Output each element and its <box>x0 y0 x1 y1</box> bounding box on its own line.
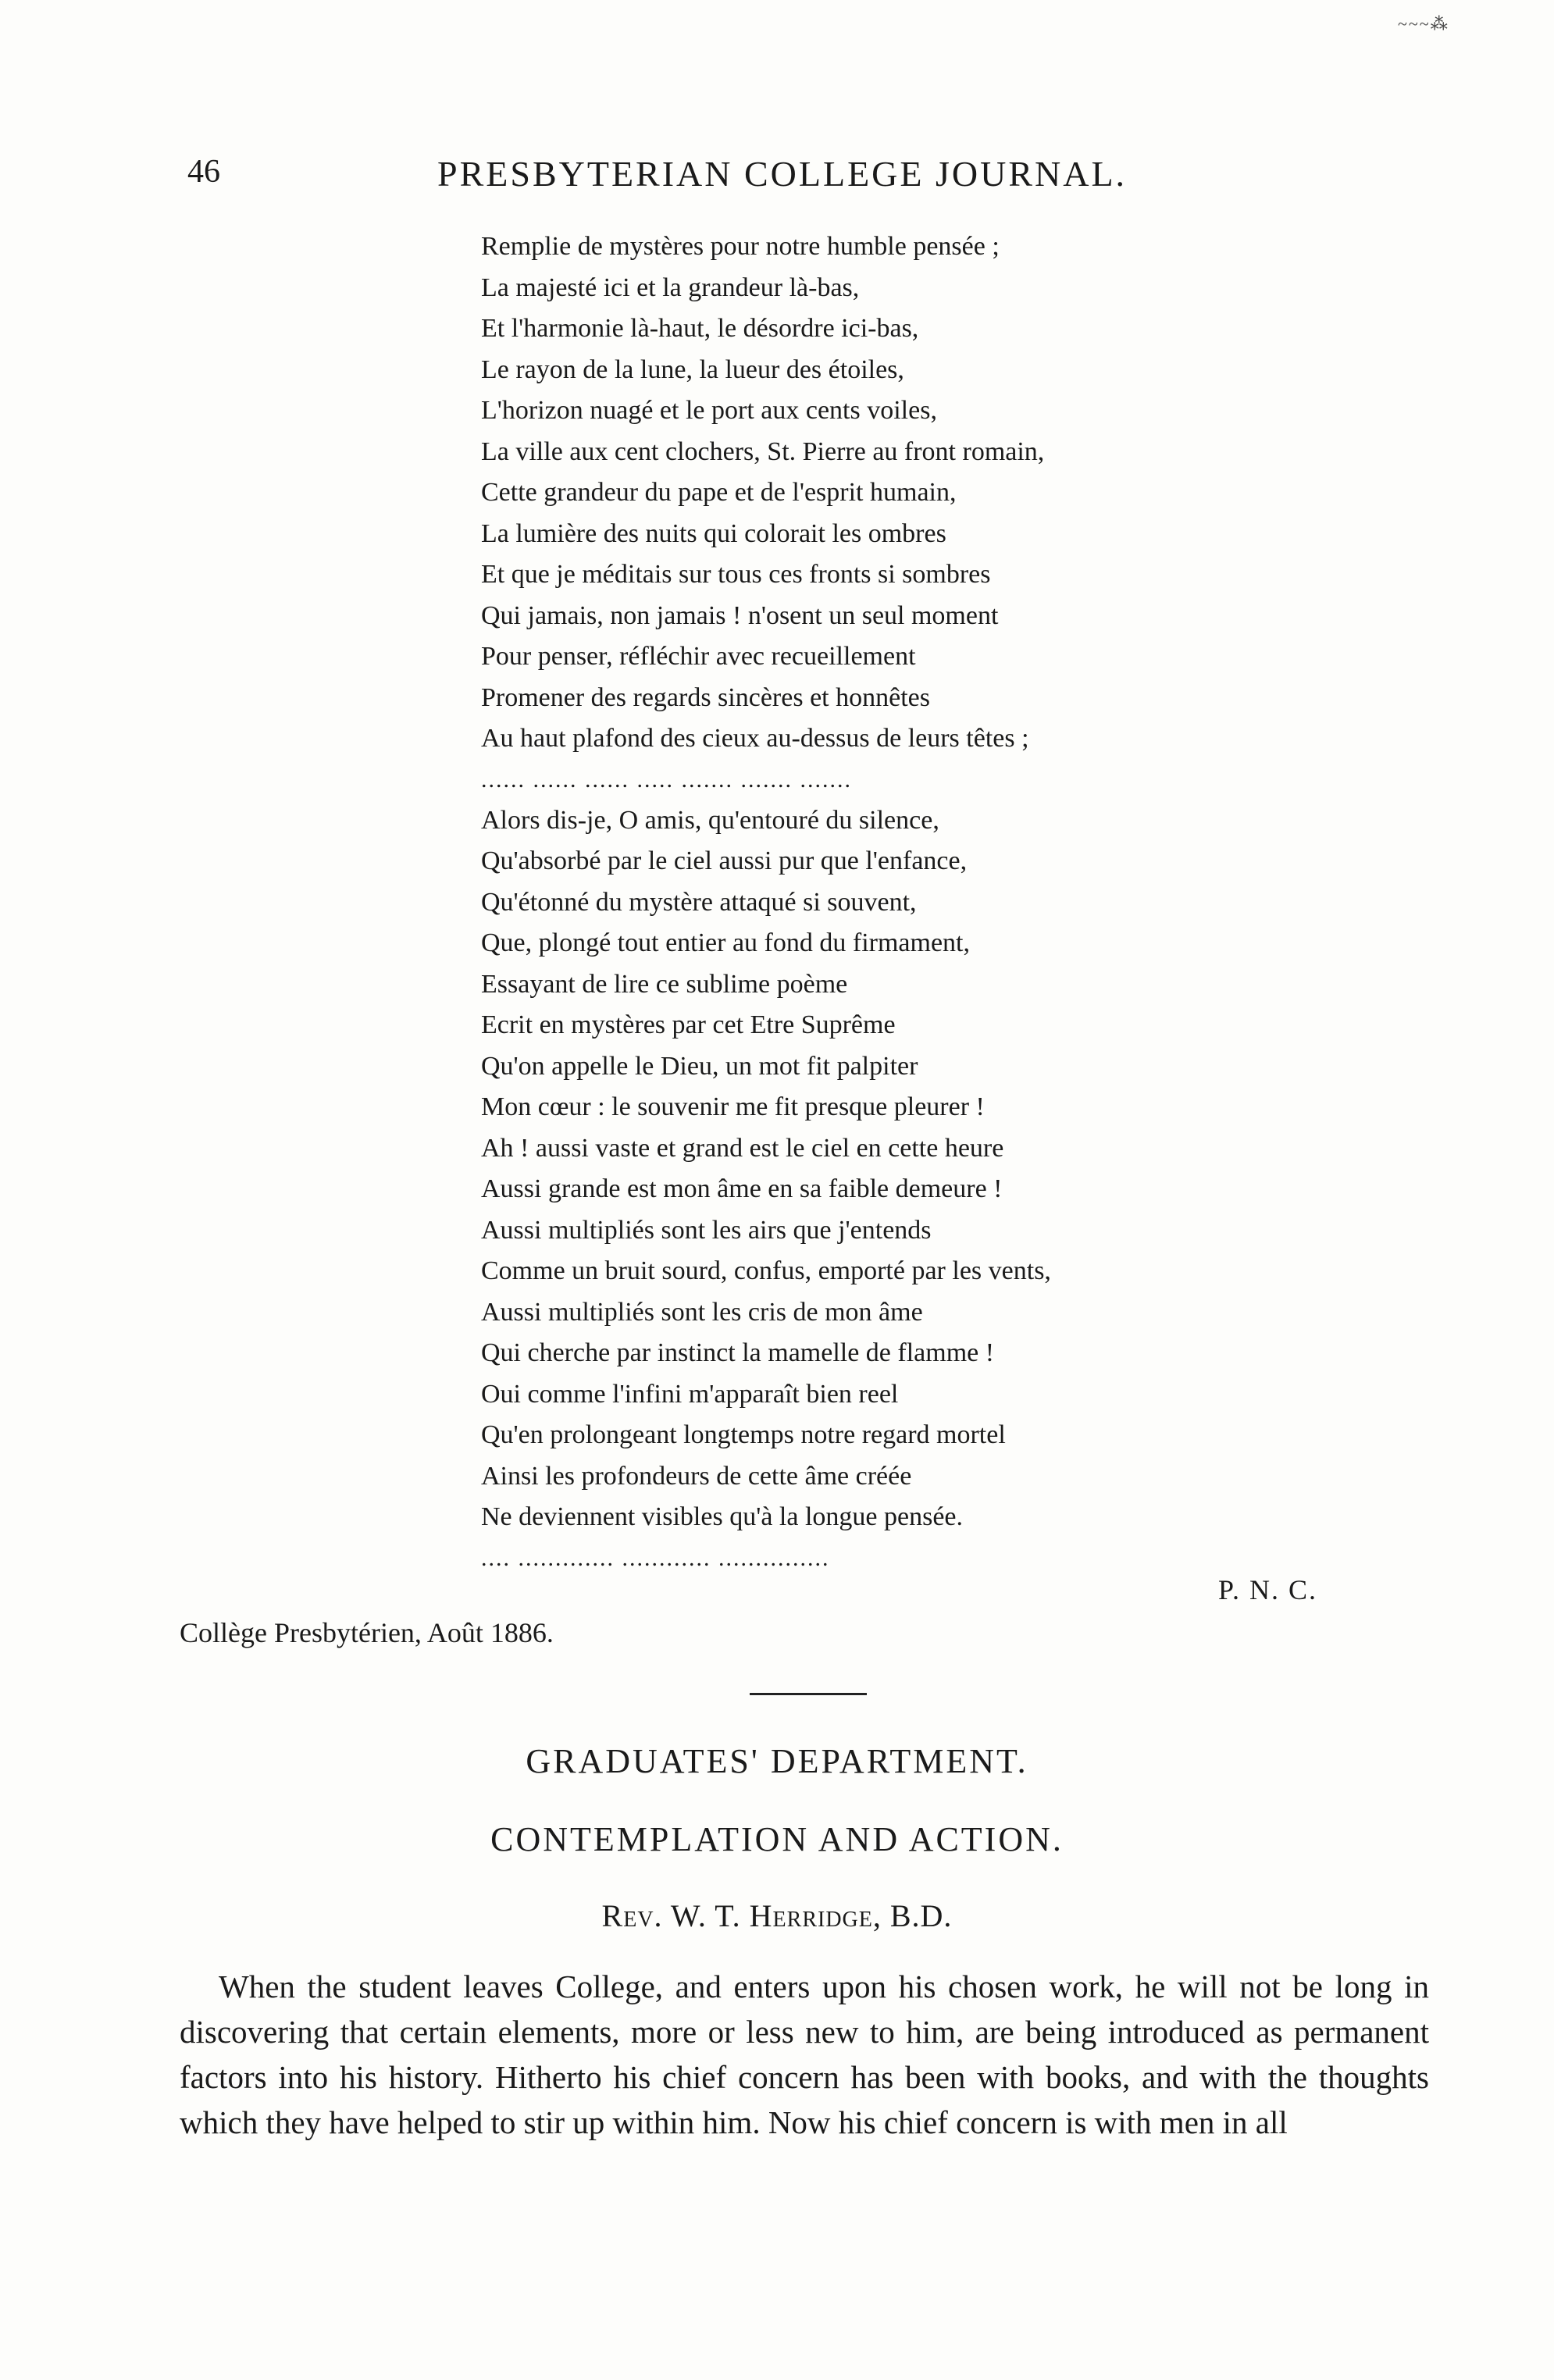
poem-line: La majesté ici et la grandeur là-bas, <box>481 273 860 302</box>
running-title: PRESBYTERIAN COLLEGE JOURNAL. <box>437 154 1128 194</box>
poem-line: Aussi multipliés sont les airs que j'entends <box>481 1215 932 1245</box>
poem-line: Mon cœur : le souvenir me fit presque pleurer ! <box>481 1092 985 1121</box>
poem-line: Comme un bruit sourd, confus, emporté par les vents, <box>481 1256 1051 1285</box>
department-heading: GRADUATES' DEPARTMENT. <box>526 1742 1028 1780</box>
poem-line: Essayant de lire ce sublime poème <box>481 969 848 999</box>
article-title: CONTEMPLATION AND ACTION. <box>490 1820 1064 1858</box>
signature-place-date: Collège Presbytérien, Août 1886. <box>180 1617 554 1648</box>
poem-line: Aussi multipliés sont les cris de mon âme <box>481 1297 923 1327</box>
scan-corner-mark: ~~~⁂ <box>1398 14 1449 34</box>
poem-line: Cette grandeur du pape et de l'esprit humain, <box>481 478 957 507</box>
stanza-separator: ...... ...... ...... ..... ....... ....... ....... <box>481 766 852 793</box>
stanza-separator: .... ............. ............ ............... <box>481 1545 830 1571</box>
poem-line: Oui comme l'infini m'apparaît bien reel <box>481 1379 899 1409</box>
poem-line: Et que je méditais sur tous ces fronts si sombres <box>481 560 991 589</box>
poem-line: Ainsi les profondeurs de cette âme créée <box>481 1461 912 1491</box>
poem-line: Que, plongé tout entier au fond du firmament, <box>481 928 970 957</box>
poem-line: Promener des regards sincères et honnêtes <box>481 682 930 712</box>
poem-line: Alors dis-je, O amis, qu'entouré du silence, <box>481 805 939 835</box>
poem-line: La ville aux cent clochers, St. Pierre au front romain, <box>481 436 1045 466</box>
poem-line: Le rayon de la lune, la lueur des étoiles, <box>481 355 904 384</box>
poem-line: Qu'absorbé par le ciel aussi pur que l'enfance, <box>481 846 968 875</box>
article-author: Rev. W. T. Herridge, B.D. <box>601 1898 953 1933</box>
page-number: 46 <box>187 154 220 190</box>
poem-line: Qu'étonné du mystère attaqué si souvent, <box>481 887 917 917</box>
poem-line: Qu'on appelle le Dieu, un mot fit palpiter <box>481 1051 918 1081</box>
poem-line: Qu'en prolongeant longtemps notre regard mortel <box>481 1420 1006 1449</box>
poem-line: L'horizon nuagé et le port aux cents voiles, <box>481 396 937 425</box>
poem-line: Qui cherche par instinct la mamelle de flamme ! <box>481 1338 995 1367</box>
article-paragraph: When the student leaves College, and enters upon his chosen work, he will not be long in discovering that certain elements, more or less new to him, are being introduced as permanent factors into his history. Hitherto his chief concern has been with books, and with the thoughts which they have helped to stir up within him. Now his chief concern is with men in all <box>180 1968 1429 2140</box>
poem-line: Aussi grande est mon âme en sa faible demeure ! <box>481 1174 1003 1203</box>
section-divider <box>750 1693 867 1695</box>
poem <box>481 226 1051 1579</box>
poem-line: Au haut plafond des cieux au-dessus de leurs têtes ; <box>481 724 1029 753</box>
poem-line: Pour penser, réfléchir avec recueillement <box>481 642 916 671</box>
poem-line: Ah ! aussi vaste et grand est le ciel en cette heure <box>481 1133 1004 1163</box>
poem-line: Ecrit en mystères par cet Etre Suprême <box>481 1010 896 1039</box>
poem-line: La lumière des nuits qui colorait les ombres <box>481 518 946 548</box>
poem-line: Qui jamais, non jamais ! n'osent un seul moment <box>481 600 999 630</box>
signature-initials: P. N. C. <box>1218 1574 1318 1605</box>
poem-line: Ne deviennent visibles qu'à la longue pensée. <box>481 1502 963 1531</box>
poem-line: Remplie de mystères pour notre humble pensée ; <box>481 232 1000 261</box>
poem-line: Et l'harmonie là-haut, le désordre ici-bas, <box>481 314 919 343</box>
